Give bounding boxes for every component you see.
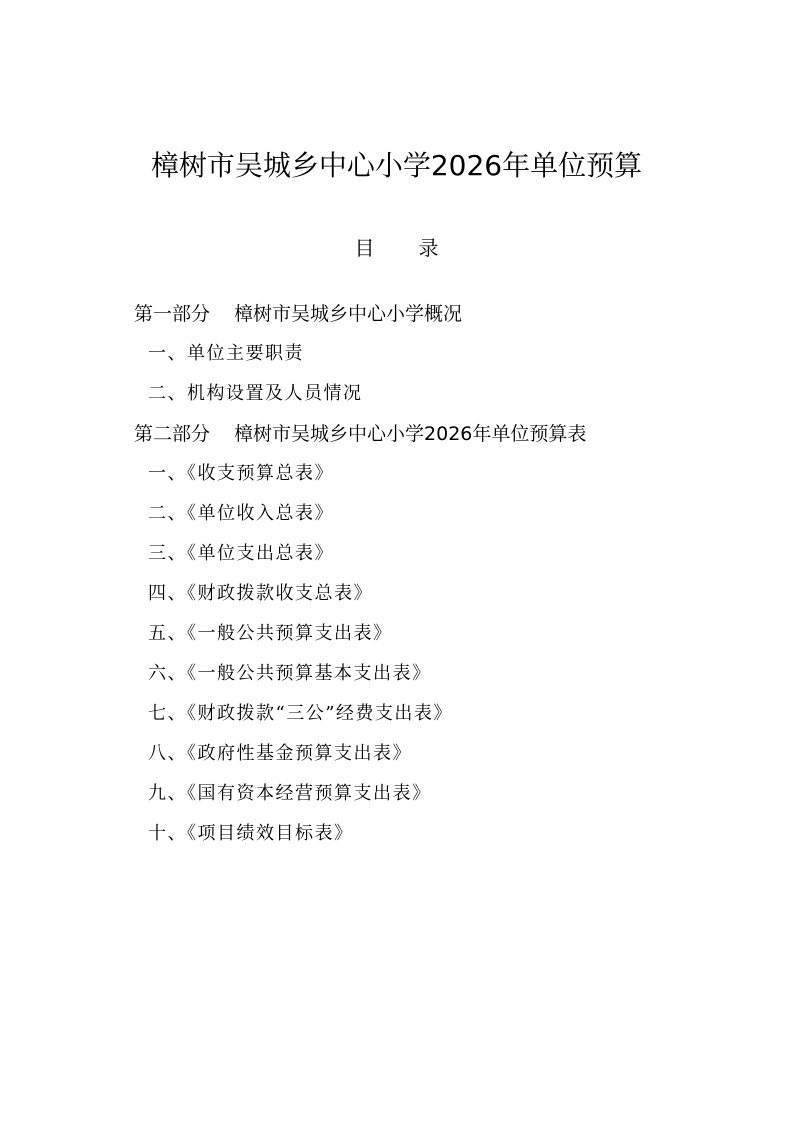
- part-title: 樟树市吴城乡中心小学2026年单位预算表: [234, 423, 587, 445]
- toc-heading: [0, 234, 793, 262]
- toc-heading-char-2: 录: [418, 236, 439, 260]
- toc-item[interactable]: 五、《一般公共预算支出表》: [148, 623, 393, 644]
- toc-heading-char-1: 目: [354, 236, 375, 260]
- part-title: 樟树市吴城乡中心小学概况: [234, 303, 463, 325]
- toc-item[interactable]: 二、机构设置及人员情况: [148, 383, 363, 404]
- toc-item[interactable]: 四、《财政拨款收支总表》: [148, 583, 373, 604]
- part-number: 第二部分: [134, 423, 211, 445]
- toc-part-1[interactable]: [134, 300, 734, 340]
- part-number: 第一部分: [134, 303, 211, 325]
- toc-part-2[interactable]: [134, 420, 734, 460]
- toc-item[interactable]: 九、《国有资本经营预算支出表》: [148, 783, 432, 804]
- toc-item[interactable]: 六、《一般公共预算基本支出表》: [148, 663, 432, 684]
- toc-item[interactable]: 一、《收支预算总表》: [148, 463, 334, 484]
- toc-item[interactable]: 一、单位主要职责: [148, 343, 304, 364]
- toc-item[interactable]: 八、《政府性基金预算支出表》: [148, 743, 412, 764]
- toc-item[interactable]: 二、《单位收入总表》: [148, 503, 334, 524]
- page-title: 樟树市吴城乡中心小学2026年单位预算: [150, 149, 643, 182]
- table-of-contents: [134, 300, 734, 860]
- toc-item[interactable]: 三、《单位支出总表》: [148, 543, 334, 564]
- toc-item[interactable]: 七、《财政拨款“三公”经费支出表》: [148, 703, 453, 724]
- toc-item[interactable]: 十、《项目绩效目标表》: [148, 823, 354, 844]
